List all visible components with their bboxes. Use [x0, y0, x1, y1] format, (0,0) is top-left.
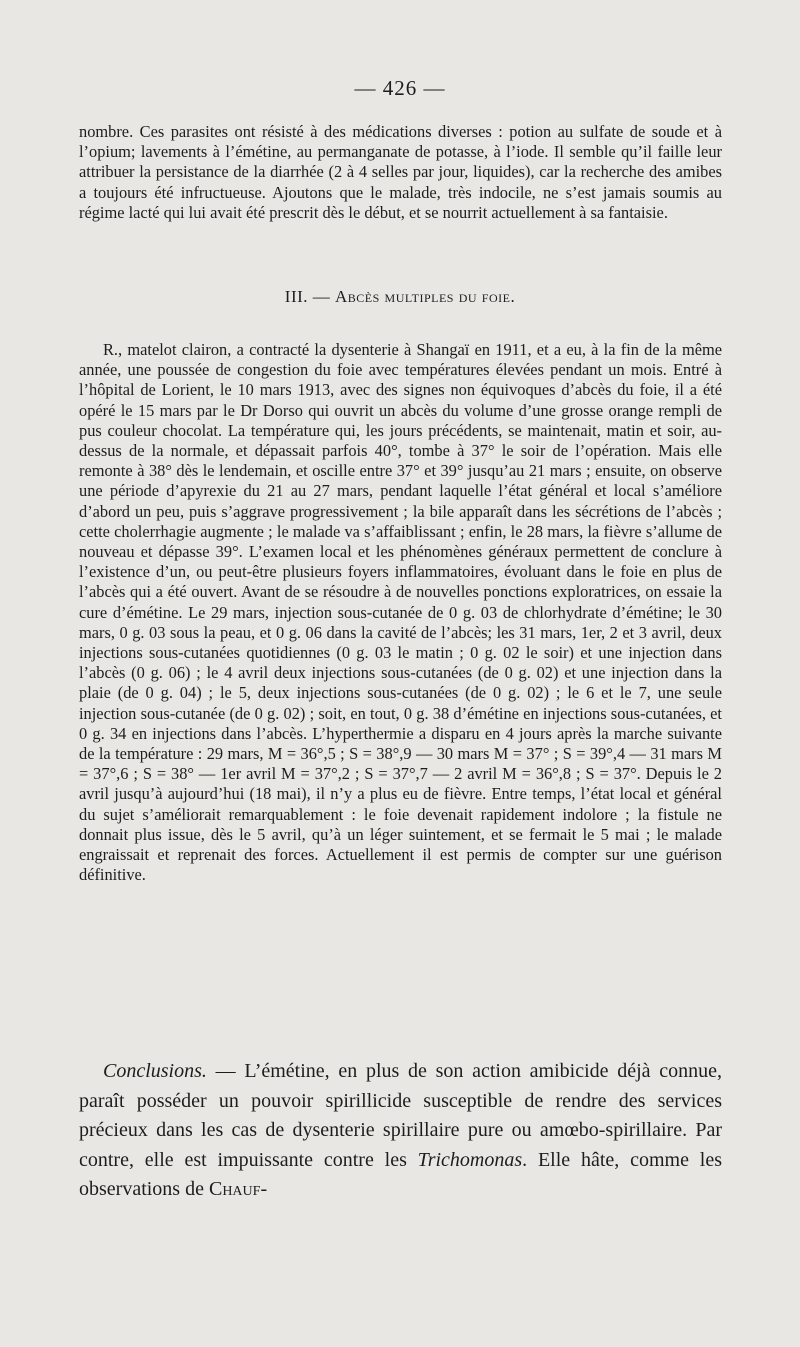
section-dash: — — [312, 287, 331, 306]
paragraph-case-report: R., matelot clairon, a contracté la dysenterie à Shangaï en 1911, et a eu, à la fin de la même année, une poussée de congestion du foie avec températures élevées pendant un mois. Entré à l’hôpital de Lorient, le 10 mars 1913, avec des signes non équivoques d’abcès du foie, il a été opéré le 15 mars par le Dr Dorso qui ouvrit un abcès du volume d’une grosse orange rempli de pus couleur chocolat. La température qui, les jours précédents, se maintenait, matin et soir, au-dessus de la normale, et dépassait parfois 40°, tombe à 37° le soir de l’opération. Mais elle remonte à 38° dès le lendemain, et oscille entre 37° et 39° jusqu’au 21 mars ; ensuite, on observe une période d’apyrexie du 21 au 27 mars, pendant laquelle l’état général et local s’améliore d’abord un peu, puis s’aggrave progressivement ; la bile apparaît dans les sécrétions de l’abcès ; cette cholerrhagie augmente ; le malade va s’affaiblissant ; enfin, le 28 mars, la fièvre s’allume de nouveau et dépasse 39°. L’examen local et les phénomènes généraux permettent de conclure à l’existence d’un, ou peut-être plusieurs foyers inflammatoires, évoluant dans le foie en plus de l’abcès qui a été ouvert. Avant de se résoudre à de nouvelles ponctions exploratrices, on essaie la cure d’émétine. Le 29 mars, injection sous-cutanée de 0 g. 03 de chlorhydrate d’émétine; le 30 mars, 0 g. 03 sous la peau, et 0 g. 06 dans la cavité de l’abcès; les 31 mars, 1er, 2 et 3 avril, deux injections sous-cutanées quotidiennes (0 g. 03 le matin ; 0 g. 02 le soir) et une injection dans l’abcès (0 g. 06) ; le 4 avril deux injections sous-cutanées (de 0 g. 02) et une injection dans la plaie (de 0 g. 04) ; le 5, deux injections sous-cutanées (de 0 g. 02) ; le 6 et le 7, une seule injection sous-cutanée (de 0 g. 02) ; soit, en tout, 0 g. 38 d’émétine en injections sous-cutanées, et 0 g. 34 en injections dans l’abcès. L’hyperthermie a disparu en 4 jours après la marche suivante de la température : 29 mars, M = 36°,5 ; S = 38°,9 — 30 mars M = 37° ; S = 39°,4 — 31 mars M = 37°,6 ; S = 38° — 1er avril M = 37°,2 ; S = 37°,7 — 2 avril M = 36°,8 ; S = 37°. Depuis le 2 avril jusqu’à aujourd’hui (18 mai), il n’y a plus eu de fièvre. Entre temps, l’état local et général du sujet s’améliorait remarquablement : le foie devenait rapidement indolore ; la fistule ne donnait plus issue, dès le 5 avril, qu’à un léger suintement, et se fermait le 5 mai ; le malade engraissait et reprenait des forces. Actuellement il est permis de compter sur une guérison définitive. — [79, 340, 722, 885]
section-heading — [0, 287, 800, 307]
paragraph-parasites: nombre. Ces parasites ont résisté à des médications diverses : potion au sulfate de soude et à l’opium; lavements à l’émétine, au permanganate de potasse, à l’iode. Il semble qu’il faille leur attribuer la persistance de la diarrhée (2 à 4 selles par jour, liquides), car la recherche des amibes a toujours été infructueuse. Ajoutons que le malade, très indocile, ne s’est jamais soumis au régime lacté qui lui avait été prescrit dès le début, et se nourrit actuellement à sa fantaisie. — [79, 122, 722, 222]
conclusions-author: Chauf- — [208, 1178, 268, 1200]
paragraph-conclusions — [79, 1057, 722, 1205]
section-title: Abcès multiples du foie. — [335, 287, 516, 306]
conclusions-italic-word: Trichomonas — [417, 1148, 523, 1171]
conclusions-label: Conclusions. — [103, 1060, 207, 1082]
page-number: — 426 — — [354, 76, 446, 100]
section-numeral: III. — [284, 287, 309, 306]
conclusions-text-b: . Elle hâte, comme les observations de — [79, 1148, 722, 1200]
conclusions-text-a: — L’émétine, en plus de son action amibicide déjà connue, paraît posséder un pouvoir spirillicide susceptible de rendre des services précieux dans les cas de dysenterie spirillaire pure ou amœbo-spirillaire. Par contre, elle est impuissante contre les — [79, 1060, 722, 1171]
